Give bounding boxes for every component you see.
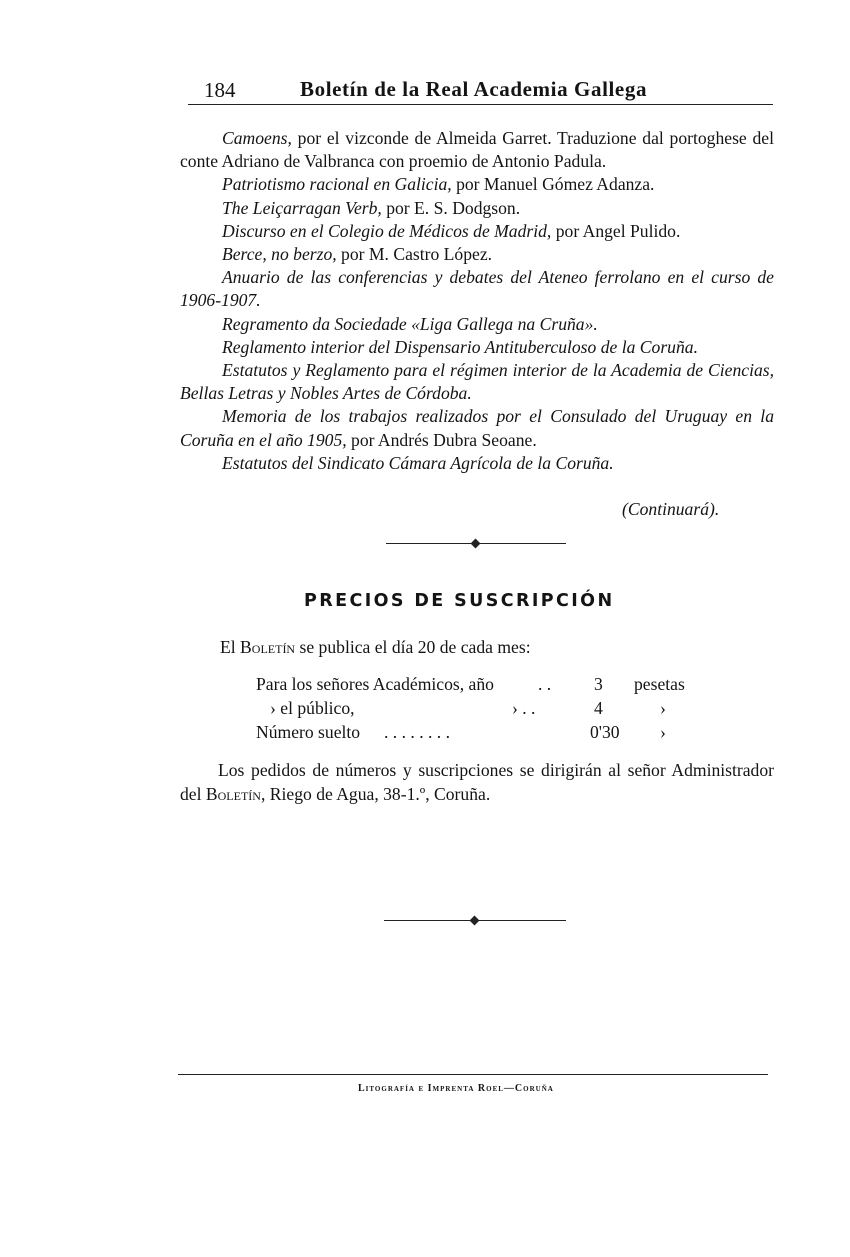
price-unit: › [660,698,666,718]
continues-note: (Continuará). [622,499,720,519]
catalog-entry [180,336,774,359]
entry-title: Berce, no berzo, [222,244,337,265]
price-label: Número suelto [256,722,361,742]
price-row [256,722,706,746]
entry-title: The Leiçarragan Verb, [222,197,382,218]
divider-diamond-icon [470,916,480,926]
entry-text: por M. Castro López. [336,244,493,265]
price-amount: 4 [594,698,603,718]
intro-boletin: Boletín [240,637,296,657]
orders-paragraph [180,758,774,806]
orders-prefix: Los pedidos de números y suscripciones se dirigirán al señor Administrador del [180,760,774,804]
journal-title: Boletín de la Real Academia Gallega [300,77,648,101]
orders-boletin: Boletín [205,784,261,804]
intro-prefix: El [220,637,241,657]
catalog-entry [180,313,774,336]
orders-suffix: , Riego de Agua, 38-1.º, Coruña. [260,784,491,804]
price-unit: pesetas [634,674,685,694]
catalog-entry [180,266,774,312]
entry-title: Memoria de los trabajos realizados por el Consulado del Uruguay en la Coruña en el año 1905, [180,406,774,450]
catalog-entry [180,127,774,173]
entry-text: por Angel Pulido. [551,220,681,241]
entry-title: Regramento da Sociedade «Liga Gallega na Cruña». [222,313,598,334]
price-dots: . . . . . . . . [384,722,450,742]
entry-title: Reglamento interior del Dispensario Antituberculoso de la Coruña. [222,336,698,357]
price-dots: . . [538,674,552,694]
section-divider [384,917,566,925]
entry-text: por Manuel Gómez Adanza. [451,174,655,195]
entry-text: por Andrés Dubra Seoane. [346,429,537,450]
section-title: PRECIOS DE SUSCRIPCIÓN [304,591,615,611]
header-rule [188,104,773,105]
printer-imprint: Litografía e Imprenta Roel—Coruña [358,1083,554,1094]
price-row [256,698,706,722]
section-divider [386,540,566,548]
catalog-entry [180,220,774,243]
price-unit: › [660,722,666,742]
entry-text: por el vizconde de Almeida Garret. Traduzione dal portoghese del conte Adriano de Valbranca con proemio de Antonio Padula. [180,128,774,172]
intro-suffix: se publica el día 20 de cada mes: [295,637,531,657]
entry-title: Camoens, [222,128,292,148]
catalog-entry [180,173,774,196]
price-amount: 3 [594,674,603,694]
catalog-entry [180,243,774,266]
footer-rule [178,1074,768,1075]
catalog-list [180,127,774,475]
price-label: › el público, [270,698,355,718]
catalog-entry [180,197,774,220]
price-amount: 0'30 [590,722,620,742]
entry-title: Discurso en el Colegio de Médicos de Madrid, [222,220,552,241]
entry-title: Estatutos del Sindicato Cámara Agrícola de la Coruña. [222,452,614,473]
price-row [256,674,706,698]
entry-title: Patriotismo racional en Galicia, [222,174,452,195]
catalog-entry [180,452,774,475]
entry-title: Anuario de las conferencias y debates del Ateneo ferrolano en el curso de 1906-1907. [180,267,774,311]
running-head [188,74,773,104]
entry-title: Estatutos y Reglamento para el régimen interior de la Academia de Ciencias, Bellas Letras y Nobles Artes de Córdoba. [180,360,774,404]
catalog-entry [180,359,774,405]
subscription-intro [220,637,531,658]
entry-text: por E. S. Dodgson. [381,197,521,218]
page-number: 184 [204,78,236,102]
price-label: Para los señores Académicos, año [256,674,494,694]
divider-diamond-icon [471,539,481,549]
price-dots: › . . [512,698,536,718]
catalog-entry [180,405,774,451]
